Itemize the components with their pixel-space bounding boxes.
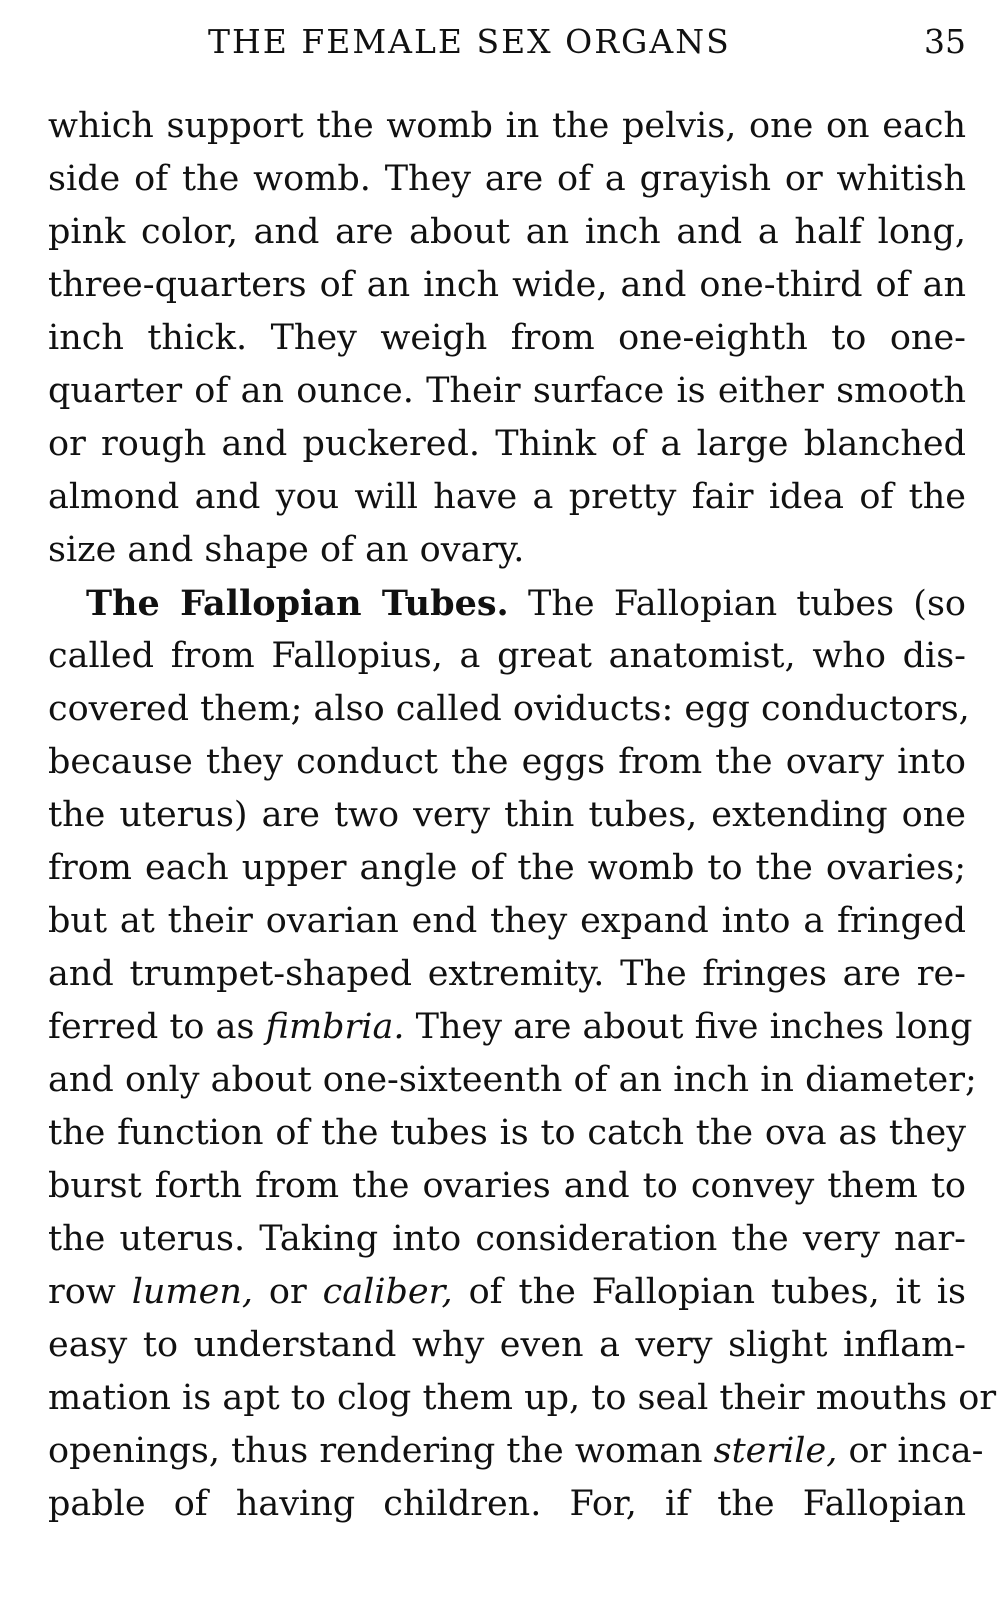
running-header [48, 22, 966, 72]
italic-term: lumen, [131, 1272, 253, 1312]
text-line [48, 577, 966, 630]
text-run: or [268, 1272, 307, 1312]
paragraph-fallopian-tubes [48, 577, 997, 1531]
italic-term: sterile, [713, 1431, 838, 1471]
text-run: openings, thus rendering the woman [48, 1431, 703, 1471]
text-line [48, 1001, 973, 1054]
text-line: easy to understand why even a very slight inflam- [48, 1325, 966, 1365]
text-line: size and shape of an ovary. [48, 530, 525, 570]
text-line: but at their ovarian end they expand into a fringed [48, 901, 966, 941]
text-line: which support the womb in the pelvis, one on each [48, 106, 966, 146]
text-run: They are about five inches long [415, 1007, 973, 1047]
text-line: covered them; also called oviducts: egg conductors, [48, 689, 970, 729]
text-line: called from Fallopius, a great anatomist, who dis- [48, 636, 966, 676]
running-title: THE FEMALE SEX ORGANS [208, 22, 731, 61]
italic-term: fimbria. [265, 1007, 405, 1047]
text-line: because they conduct the eggs from the ovary into [48, 742, 966, 782]
text-line: three-quarters of an inch wide, and one-third of an [48, 265, 966, 305]
italic-term: caliber, [322, 1272, 453, 1312]
page-number: 35 [924, 22, 966, 61]
text-line: and only about one-sixteenth of an inch in diameter; [48, 1060, 977, 1100]
text-line: pink color, and are about an inch and a half long, [48, 212, 966, 252]
text-run: of the Fallopian tubes, it is [468, 1272, 966, 1312]
text-run: row [48, 1272, 116, 1312]
text-line: side of the womb. They are of a grayish or whitish [48, 159, 966, 199]
text-line: pable of having children. For, if the Fallopian [48, 1484, 966, 1524]
body-text [48, 100, 997, 1531]
text-line [48, 1425, 984, 1478]
text-line: burst forth from the ovaries and to convey them to [48, 1166, 966, 1206]
text-run: ferred to as [48, 1007, 255, 1047]
text-line [48, 1266, 966, 1319]
text-line: inch thick. They weigh from one-eighth to one- [48, 318, 966, 358]
text-run: The Fallopian tubes (so [528, 584, 966, 624]
text-line: almond and you will have a pretty fair idea of the [48, 477, 966, 517]
text-line: and trumpet-shaped extremity. The fringes are re- [48, 954, 966, 994]
text-line: the uterus) are two very thin tubes, extending one [48, 795, 966, 835]
paragraph-ovaries-continued [48, 100, 966, 577]
text-line: mation is apt to clog them up, to seal their mouths or [48, 1378, 997, 1418]
text-line: from each upper angle of the womb to the ovaries; [48, 848, 966, 888]
text-run: or inca- [848, 1431, 984, 1471]
section-heading: The Fallopian Tubes. [86, 583, 509, 624]
text-line: quarter of an ounce. Their surface is either smooth [48, 371, 966, 411]
text-line: the uterus. Taking into consideration the very nar- [48, 1219, 966, 1259]
text-line: or rough and puckered. Think of a large blanched [48, 424, 966, 464]
text-line: the function of the tubes is to catch the ova as they [48, 1113, 966, 1153]
